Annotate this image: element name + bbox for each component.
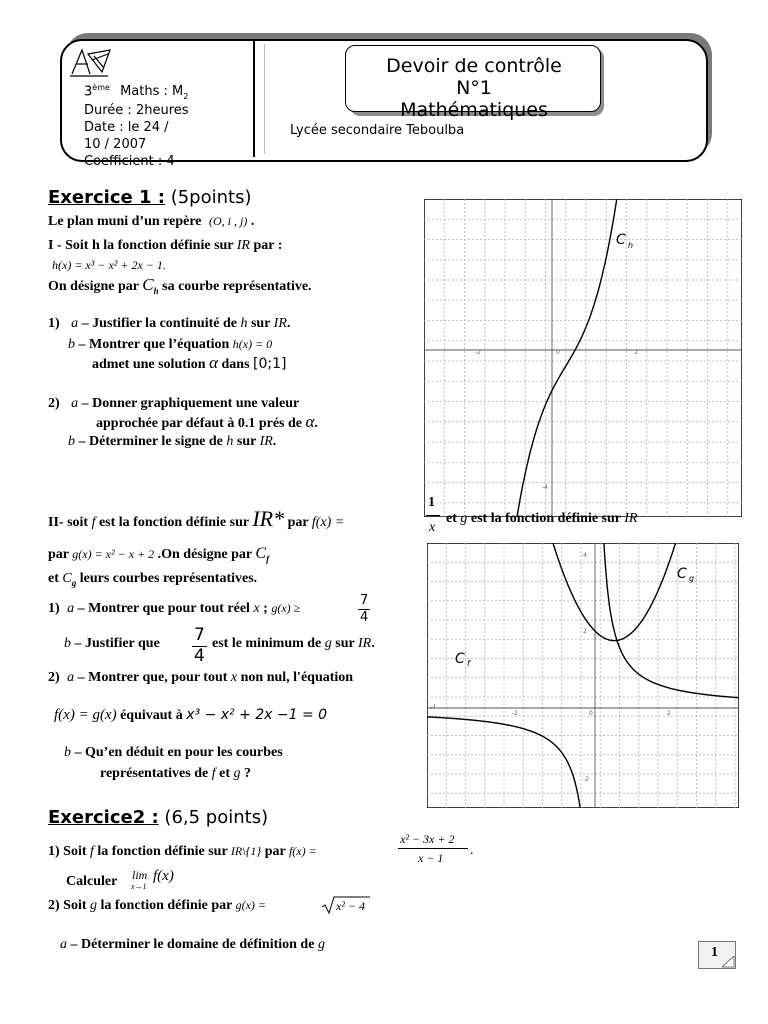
date-line1: Date : le 24 / [84,120,169,135]
ex2-qa: a – Déterminer le domaine de définition de g [60,937,325,952]
graph-ch-label-sub: h [628,241,634,250]
ex1-q1b: b – Montrer que l’équation h(x) = 0 [68,337,273,352]
ex1-part2-line2: par g(x) = x² − x + 2 .On désigne par $C_f$ [48,545,270,564]
g2-tick-x-pos: 2 [667,710,671,717]
seven-fourths-1-num: 7 [360,593,369,608]
class-line: 3ème Maths : $M_2$ [84,83,189,101]
ex1-q2a: 2) a – Donner graphiquement une valeur [48,396,300,411]
ex2-f-den: x − 1 [418,851,444,865]
ex1-part1: I - Soit h la fonction définie sur IR par : [48,238,283,253]
ex1-q4b2: représentatives de f et g ? [100,766,251,781]
school-name: Lycée secondaire Teboulba [290,123,465,138]
ex1-q4b: b – Qu’en déduit en pour les courbes [64,745,283,760]
g2-tick-x-neg: -2 [512,710,518,717]
g2-tick-left: -4 [430,704,436,711]
g2-tick-y-neg: -2 [583,776,589,783]
graph-cf-label-sub: f [467,659,470,668]
graph-cg-label: C [677,566,687,582]
ex2-calc: Calculer [66,874,118,889]
ex1-q2b: b – Déterminer le signe de h sur IR. [68,434,277,449]
ex2-lim: lim [132,868,148,882]
seven-fourths-2-num: 7 [194,625,205,645]
ex2-f-num: x² − 3x + 2 [400,832,455,846]
ex2-q1: 1) Soit f la fonction définie sur IR\{1} par f(x) = [48,844,317,859]
page-number: 1 [711,945,718,960]
compass-ruler-icon [68,46,114,78]
page-corner-fold [722,956,735,968]
g1-tick-x-zero: 0 [556,349,560,356]
h-definition: h(x) = x³ − x² + 2x − 1. [52,258,166,272]
ex1-part2-line1b: et g est la fonction définie sur IR [446,511,638,526]
header-divider [253,41,255,157]
ex1-designe: On désigne par $C_h$ sa courbe représentative. [48,275,312,296]
frac-bar [426,515,440,516]
coefficient: Coefficient : 4 [84,154,175,169]
g2-tick-top: 4 [583,552,587,559]
g1-tick-x-neg: -2 [475,349,481,356]
ex1-q1a: 1) a – Justifier la continuité de h sur IR. [48,316,291,331]
frac-num: 1 [428,495,435,510]
seven-fourths-2-den: 4 [194,646,205,666]
duration: Durée : 2heures [84,103,189,118]
ex1-q4a: 2) a – Montrer que, pour tout x non nul, l'équation [48,670,354,685]
date-line2: 10 / 2007 [84,137,147,152]
ex1-intro: Le plan muni d’un repère (O, i , j) . [48,214,255,229]
g1-tick-x-pos: 2 [634,349,638,356]
ex1-q2a2: approchée par défaut à 0.1 prés de α. [96,412,318,431]
ex1-q3a: 1) a – Montrer que pour tout réel x ; g(x) ≥ [48,601,301,616]
ex1-part2-line3: et $C_g$ leurs courbes représentatives. [48,571,258,588]
graph-ch [424,199,742,517]
ex2-lim-f: f(x) [153,868,174,884]
ex2-f-bar [398,848,468,849]
ex1-equation: f(x) = g(x) équivaut à x³ − x² + 2x −1 = 0 [54,707,328,723]
ex1-q3b: b – Justifier que [64,636,160,651]
graph-cg-label-sub: g [689,574,695,583]
ex1-part2-line1: II- soit f est la fonction définie sur IR* par f(x) = [48,506,345,531]
ex2-sqrt-arg: x² − 4 [336,899,366,913]
g2-tick-mid: 2 [583,628,587,635]
frac-den: x [429,520,436,535]
graph-cf-cg [427,543,739,808]
ex2-q2: 2) Soit g la fonction définie par g(x) = [48,898,266,913]
g2-tick-x-zero: 0 [589,710,593,717]
graph-cf-label: C [455,651,465,667]
ex1-q3b2: est le minimum de g sur IR. [212,636,375,651]
header-divider-inner [264,44,265,154]
exercise1-title: Exercice 1 : (5points) [48,187,252,208]
ex2-f-dot: . [470,843,474,858]
g1-tick-y-neg: -4 [542,484,548,491]
repere: (O, i , j) [209,214,248,228]
ex2-lim-sub: x→1 [131,882,147,891]
page-title: Devoir de contrôle N°1 Mathématiques [386,55,562,121]
exercise2-title: Exercice2 : (6,5 points) [48,807,269,828]
ex1-q1b2: admet une solution α dans [0;1] [92,353,287,372]
graph-ch-label: C [616,232,626,248]
seven-fourths-1-den: 4 [360,610,369,625]
